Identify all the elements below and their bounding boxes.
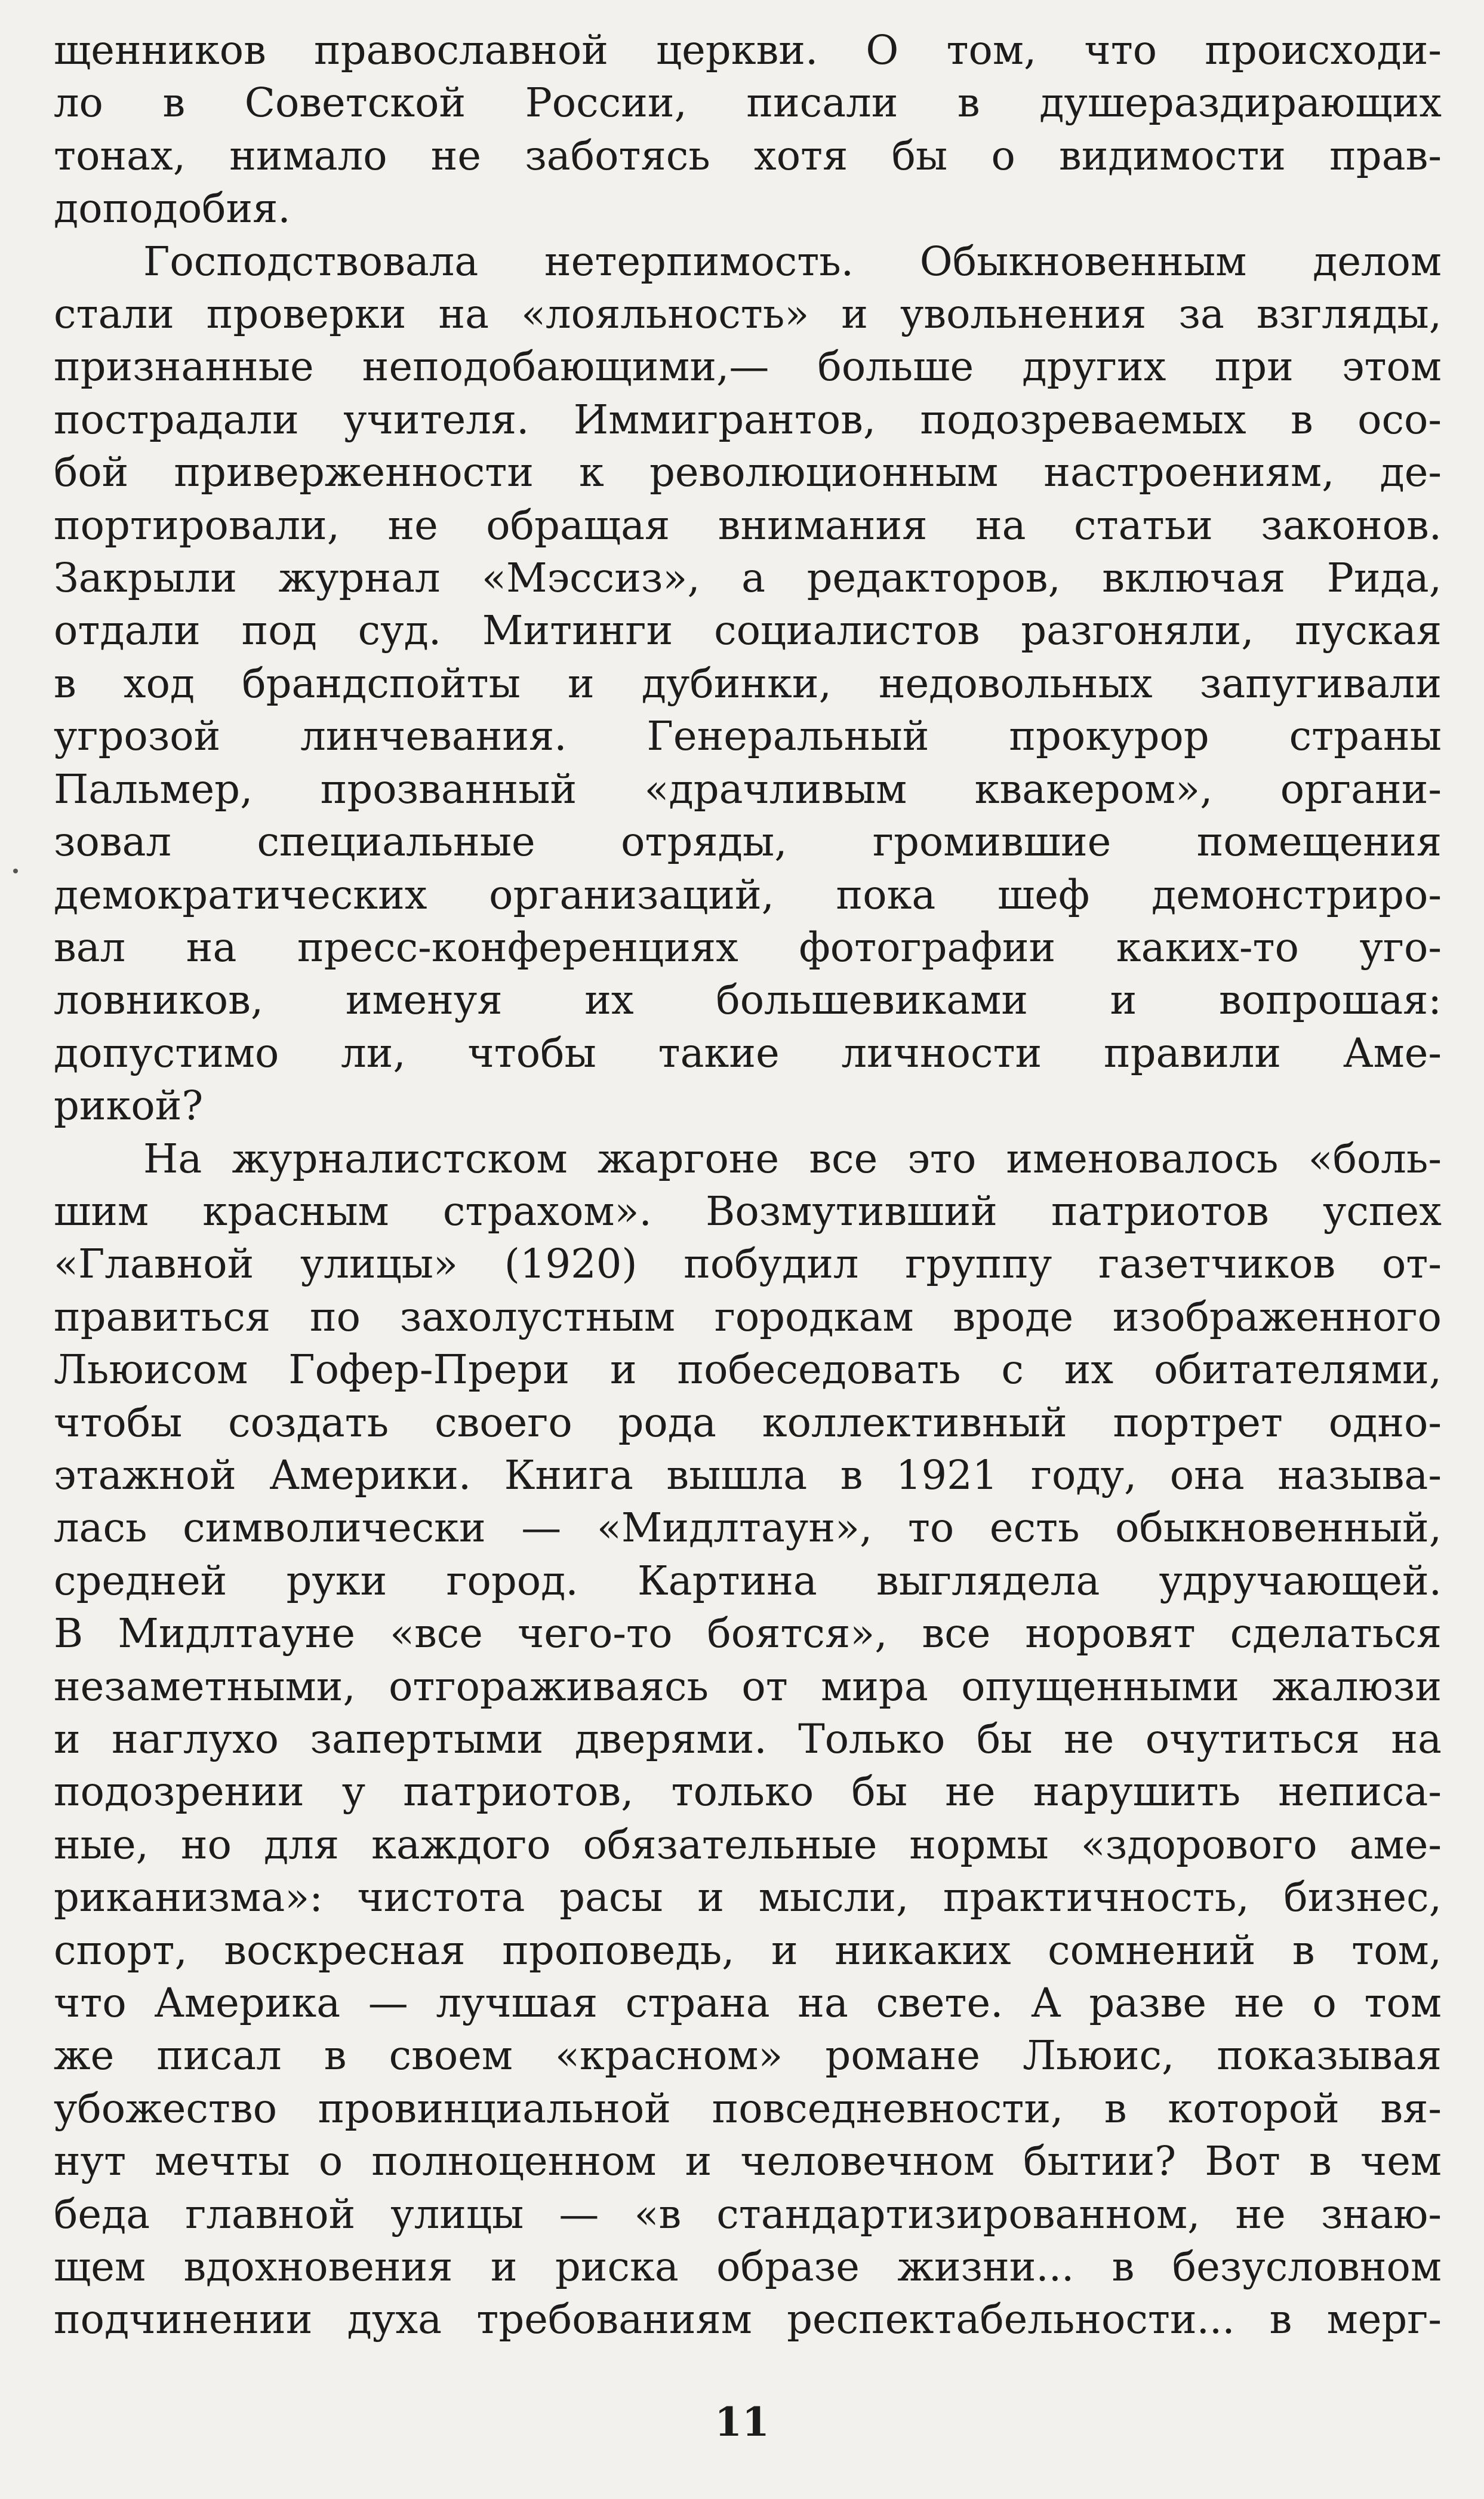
text-line: что Америка — лучшая страна на свете. А разве не о том: [54, 1980, 1442, 2027]
text-line: шим красным страхом». Возмутивший патриотов успех: [54, 1187, 1442, 1235]
text-line: спорт, воскресная проповедь, и никаких сомнений в том,: [54, 1926, 1442, 1974]
text-line: пострадали учителя. Иммигрантов, подозреваемых в осо-: [54, 396, 1442, 443]
text-line: ло в Советской России, писали в душераздирающих: [54, 79, 1442, 127]
text-line: портировали, не обращая внимания на статьи законов.: [54, 501, 1442, 549]
text-line: «Главной улицы» (1920) побудил группу газетчиков от-: [54, 1241, 1442, 1288]
text-line: подозрении у патриотов, только бы не нарушить неписа-: [54, 1768, 1442, 1815]
text-line: правиться по захолустным городкам вроде изображенного: [54, 1293, 1442, 1340]
text-line: рикой?: [54, 1082, 204, 1130]
text-line: вал на пресс-конференциях фотографии каких-то уго-: [54, 924, 1442, 971]
text-line: нут мечты о полноценном и человечном бытии? Вот в чем: [54, 2138, 1442, 2185]
text-line: в ход брандспойты и дубинки, недовольных запугивали: [54, 660, 1442, 707]
text-line: стали проверки на «лояльность» и увольнения за взгляды,: [54, 291, 1442, 338]
text-line: Закрыли журнал «Мэссиз», а редакторов, включая Рида,: [54, 555, 1442, 602]
text-line: На журналистском жаргоне все это именовалось «боль-: [143, 1135, 1442, 1182]
text-line: признанные неподобающими,— больше других при этом: [54, 343, 1442, 390]
text-line: ловников, именуя их большевиками и вопрошая:: [54, 977, 1442, 1024]
text-line: подчинении духа требованиям респектабельности... в мерг-: [54, 2296, 1442, 2343]
text-line: Пальмер, прозванный «драчливым квакером», органи-: [54, 765, 1442, 813]
paragraph-2: [54, 235, 1442, 1132]
text-line: зовал специальные отряды, громившие помещения: [54, 818, 1442, 866]
page-number: 11: [715, 2399, 769, 2445]
text-line: Господствовала нетерпимость. Обыкновенным делом: [143, 238, 1442, 285]
text-line: В Мидлтауне «все чего-то боятся», все норовят сделаться: [54, 1610, 1442, 1657]
paragraph-1: [54, 24, 1442, 235]
text-line: этажной Америки. Книга вышла в 1921 году, она называ-: [54, 1451, 1442, 1498]
text-line: же писал в своем «красном» романе Льюис, показывая: [54, 2032, 1442, 2079]
text-line: средней руки город. Картина выглядела удручающей.: [54, 1557, 1442, 1604]
text-line: Льюисом Гофер-Прери и побеседовать с их обитателями,: [54, 1346, 1442, 1393]
text-line: допустимо ли, чтобы такие личности правили Аме-: [54, 1029, 1442, 1076]
text-line: отдали под суд. Митинги социалистов разгоняли, пуская: [54, 607, 1442, 654]
text-line: лась символически — «Мидлтаун», то есть обыкновенный,: [54, 1504, 1442, 1552]
text-line: беда главной улицы — «в стандартизированном, не знаю-: [54, 2190, 1442, 2238]
text-line: угрозой линчевания. Генеральный прокурор страны: [54, 713, 1442, 760]
text-line: и наглухо запертыми дверями. Только бы не очутиться на: [54, 1716, 1442, 1762]
text-line: доподобия.: [54, 185, 291, 232]
text-line: щем вдохновения и риска образе жизни... в безусловном: [54, 2243, 1442, 2291]
text-line: незаметными, отгораживаясь от мира опущенными жалюзи: [54, 1663, 1442, 1710]
margin-mark: [13, 869, 18, 873]
paragraph-3: [54, 1132, 1442, 2346]
text-line: тонах, нимало не заботясь хотя бы о видимости прав-: [54, 132, 1442, 179]
text-line: щенников православной церкви. О том, что происходи-: [54, 27, 1442, 73]
text-line: бой приверженности к революционным настроениям, де-: [54, 449, 1442, 496]
text-line: чтобы создать своего рода коллективный портрет одно-: [54, 1399, 1442, 1446]
page-body: [54, 24, 1442, 2442]
text-line: убожество провинциальной повседневности, в которой вя-: [54, 2085, 1442, 2132]
text-line: ные, но для каждого обязательные нормы «здорового аме-: [54, 1821, 1442, 1868]
text-line: риканизма»: чистота расы и мысли, практичность, бизнес,: [54, 1874, 1442, 1921]
text-line: демократических организаций, пока шеф демонстриро-: [54, 871, 1442, 918]
